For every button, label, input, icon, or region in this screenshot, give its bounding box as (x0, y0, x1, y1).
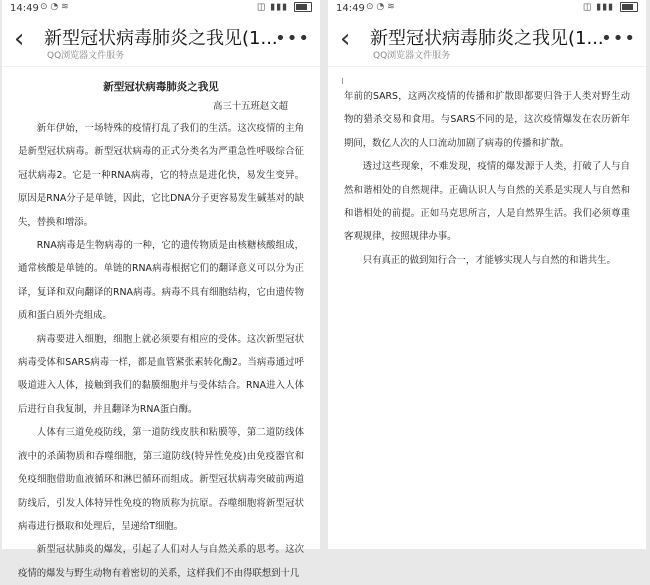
paragraph: 病毒要进入细胞，细胞上就必须要有相应的受体。这次新型冠状病毒受体和SARS病毒一样，都是血管紧张素转化酶2。当病毒通过呼吸道进入人体，接触到我们的黏膜细胞并与受体结合。RNA进入人体后进行自我复制，并且翻译为RNA蛋白酶。 (18, 333, 304, 415)
phone-screen-left (2, 0, 320, 579)
nav-title: 新型冠状病毒肺炎之我见(1... (370, 28, 604, 49)
nav-bar (328, 18, 646, 67)
document-body-continued (328, 67, 646, 272)
page-break-marker (342, 78, 343, 84)
status-bar (2, 0, 320, 18)
nav-title: 新型冠状病毒肺炎之我见(1... (44, 28, 278, 49)
status-time: 14:49 (336, 3, 365, 14)
phone-screen-right (328, 0, 646, 549)
document-author: 高三十五班赵文超 (212, 101, 288, 112)
paragraph: 人体有三道免疫防线，第一道防线皮肤和粘膜等，第二道防线体液中的杀菌物质和吞噬细胞，第三道防线(特异性免疫)由免疫器官和免疫细胞借助血液循环和淋巴循环而组成。新型冠状病毒突破前两道防线后，引发人体特异性免疫的物质称为抗原。吞噬细胞将新型冠状病毒进行摄取和处理后，呈递给T细胞。 (18, 427, 304, 532)
paragraph: 透过这些现象，不难发现，疫情的爆发源于人类，打破了人与自然和谐相处的自然规律。正确认识人与自然的关系是实现人与自然和和谐相处的前提。正如马克思所言，人是自然界生活。我们必须尊重客观规律，按照规律办事。 (344, 161, 630, 243)
more-menu-icon[interactable]: ••• (601, 28, 636, 49)
paragraph: RNA病毒是生物病毒的一种，它的遗传物质是由核糖核酸组成，通常核酸是单链的。单链的RNA病毒根据它们的翻译意义可以分为正译，复译和双向翻译的RNA病毒。病毒不具有细胞结构，它由遗传物质和蛋白质外壳组成。 (18, 240, 304, 322)
status-bar (328, 0, 646, 18)
paragraph: 只有真正的做到知行合一，才能够实现人与自然的和谐共生。 (362, 254, 616, 266)
status-time: 14:49 (10, 3, 39, 14)
back-arrow-icon[interactable]: ‹ (14, 24, 25, 54)
back-arrow-icon[interactable]: ‹ (340, 24, 351, 54)
nav-bar (2, 18, 320, 67)
battery-icon: ◫ ▮▮▮ (583, 2, 638, 13)
battery-icon: ◫ ▮▮▮ (257, 2, 312, 13)
nav-subtitle: QQ浏览器文件服务 (373, 51, 451, 61)
paragraph: 年前的SARS，这两次疫情的传播和扩散即都要归咎于人类对野生动物的猎杀交易和食用。与SARS不同的是，这次疫情爆发在农历新年期间，数亿人次的人口流动加剧了病毒的传播和扩散。 (344, 91, 630, 149)
document-title: 新型冠状病毒肺炎之我见 (103, 81, 219, 93)
wifi-icon: ⊙ ◔ ≋ (40, 2, 69, 12)
document-body (2, 67, 320, 585)
paragraph: 新年伊始，一场特殊的疫情打乱了我们的生活。这次疫情的主角是新型冠状病毒。新型冠状病毒的正式分类名为严重急性呼吸综合征冠状病毒2。它是一种RNA病毒，它的特点是进化快，易发生变异。原因是RNA分子是单链，因此，它比DNA分子更容易发生碱基对的缺失，替换和增添。 (18, 123, 304, 228)
nav-subtitle: QQ浏览器文件服务 (47, 51, 125, 61)
wifi-icon: ⊙ ◔ ≋ (366, 2, 395, 12)
paragraph: 新型冠状肺炎的爆发，引起了人们对人与自然关系的思考。这次疫情的爆发与野生动物有着密切的关系，这样我们不由得联想到十几 (18, 544, 304, 579)
more-menu-icon[interactable]: ••• (275, 28, 310, 49)
